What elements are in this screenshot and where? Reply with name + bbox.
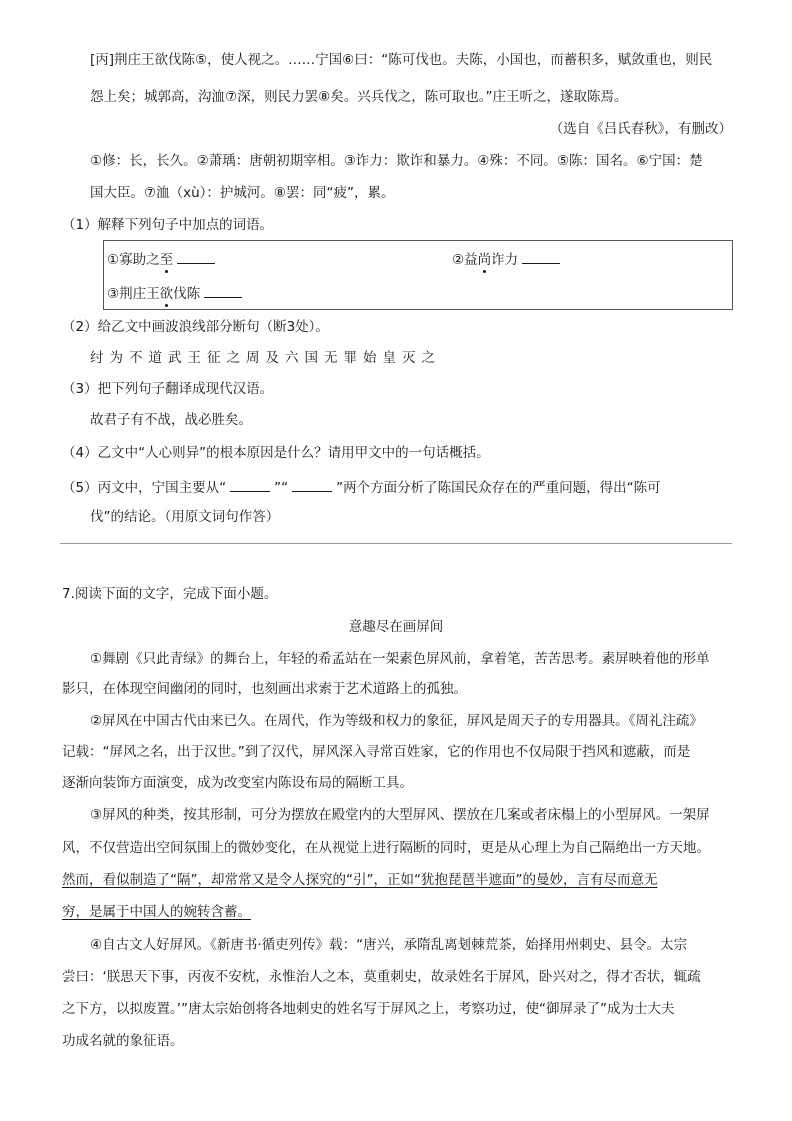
emphasis-dot-char: 至 [159, 252, 174, 268]
emphasis-dot-char: 欲 [159, 286, 174, 302]
paragraph-4-line-3: 之下方，以拟废置。’”唐太宗始创将各地刺史的姓名写于屏风之上，考察功过，使“御屏录了”成为士大夫 [62, 1001, 675, 1017]
question-3-prompt: （3）把下列句子翻译成现代汉语。 [62, 381, 274, 397]
paragraph-4-line-2: 尝曰：‘朕思天下事，丙夜不安枕，永惟治人之本，莫重刺史，故录姓名于屏风，卧兴对之，得才否状，辄疏 [62, 969, 701, 985]
answer-blank-5b[interactable] [292, 477, 332, 492]
answer-blank-1c[interactable] [204, 283, 242, 298]
question-2-text: 纣为不道武王征之周及六国无罪始皇灭之 [90, 350, 441, 366]
passage-c-source: （选自《吕氏春秋》，有删改） [549, 121, 732, 137]
section-7-heading: 7.阅读下面的文字，完成下面小题。 [62, 586, 278, 602]
question-5-line-2: 伐”的结论。（用原文词句作答） [90, 509, 280, 525]
paragraph-3-line-4: 穷，是属于中国人的婉转含蓄。 [62, 904, 251, 920]
paragraph-3-line-3: 然而，看似制造了“隔”，却常常又是令人探究的“引”，正如“犹抱琵琶半遮面”的曼妙，言有尽而意无 [62, 872, 658, 888]
answer-blank-1a[interactable] [177, 249, 215, 264]
passage-c-line-1: [丙]荆庄王欲伐陈⑤，使人视之。……宁国⑥曰：“陈可伐也。夫陈，小国也，而蓄积多，赋敛重也，则民 [90, 52, 713, 68]
paragraph-2-line-3: 逐渐向装饰方面演变，成为改变室内陈设布局的隔断工具。 [62, 775, 413, 791]
emphasis-dot-char: 尚 [477, 252, 492, 268]
question-1b: ②益尚诈力 [452, 249, 564, 270]
question-3-text: 故君子有不战，战必胜矣。 [90, 412, 252, 428]
paragraph-4-line-1: ④自古文人好屏风。《新唐书·循吏列传》载：“唐兴，承隋乱离刬棘荒茶，始择用州刺史、县令。太宗 [90, 937, 688, 953]
paragraph-3-line-1: ③屏风的种类，按其形制，可分为摆放在殿堂内的大型屏风、摆放在几案或者床榻上的小型屏风。一架屏 [90, 807, 710, 823]
section-divider [60, 543, 732, 544]
question-2-prompt: （2）给乙文中画波浪线部分断句（断3处）。 [62, 319, 329, 335]
paragraph-2-line-2: 记载：“屏风之名，出于汉世。”到了汉代，屏风深入寻常百姓家，它的作用也不仅局限于挡风和遮蔽，而是 [62, 744, 691, 760]
paragraph-1-line-1: ①舞剧《只此青绿》的舞台上，年轻的希孟站在一架素色屏风前，拿着笔，苦苦思考。素屏映着他的形单 [90, 651, 710, 667]
paragraph-1-line-2: 影只，在体现空间幽闭的同时，也刻画出求索于艺术道路上的孤独。 [62, 681, 467, 697]
question-1a: ①寡助之至 [107, 249, 219, 270]
question-4-prompt: （4）乙文中“人心则异”的根本原因是什么？请用甲文中的一句话概括。 [62, 445, 490, 461]
passage-c-line-2: 怨上矣；城郭高，沟洫⑦深，则民力罢⑧矣。兴兵伐之，陈可取也。”庄王听之，遂取陈焉。 [90, 89, 628, 105]
notes-line-2: 国大臣。⑦洫（xù）：护城河。⑧罢：同“疲”，累。 [90, 185, 395, 201]
question-5-line-1: （5）丙文中，宁国主要从“ ”“ ”两个方面分析了陈国民众存在的严重问题，得出“陈可 [62, 477, 661, 498]
answer-blank-5a[interactable] [230, 477, 270, 492]
article-title: 意趣尽在画屏间 [348, 619, 444, 635]
answer-blank-1b[interactable] [522, 249, 560, 264]
notes-line-1: ①修：长，长久。②萧瑀：唐朝初期宰相。③诈力：欺诈和暴力。④殊：不同。⑤陈：国名。⑥宁国：楚 [90, 153, 703, 169]
paragraph-2-line-1: ②屏风在中国古代由来已久。在周代，作为等级和权力的象征，屏风是周天子的专用器具。《周礼注疏》 [90, 713, 703, 729]
question-1c: ③荆庄王欲伐陈 [107, 283, 246, 304]
question-1-answer-box [103, 240, 733, 310]
paragraph-3-line-2: 风，不仅营造出空间氛围上的微妙变化，在从视觉上进行隔断的同时，更是从心理上为自己隔绝出一方天地。 [62, 840, 710, 856]
question-1-prompt: （1）解释下列句子中加点的词语。 [62, 217, 274, 233]
paragraph-4-line-4: 功成名就的象征语。 [62, 1033, 184, 1049]
